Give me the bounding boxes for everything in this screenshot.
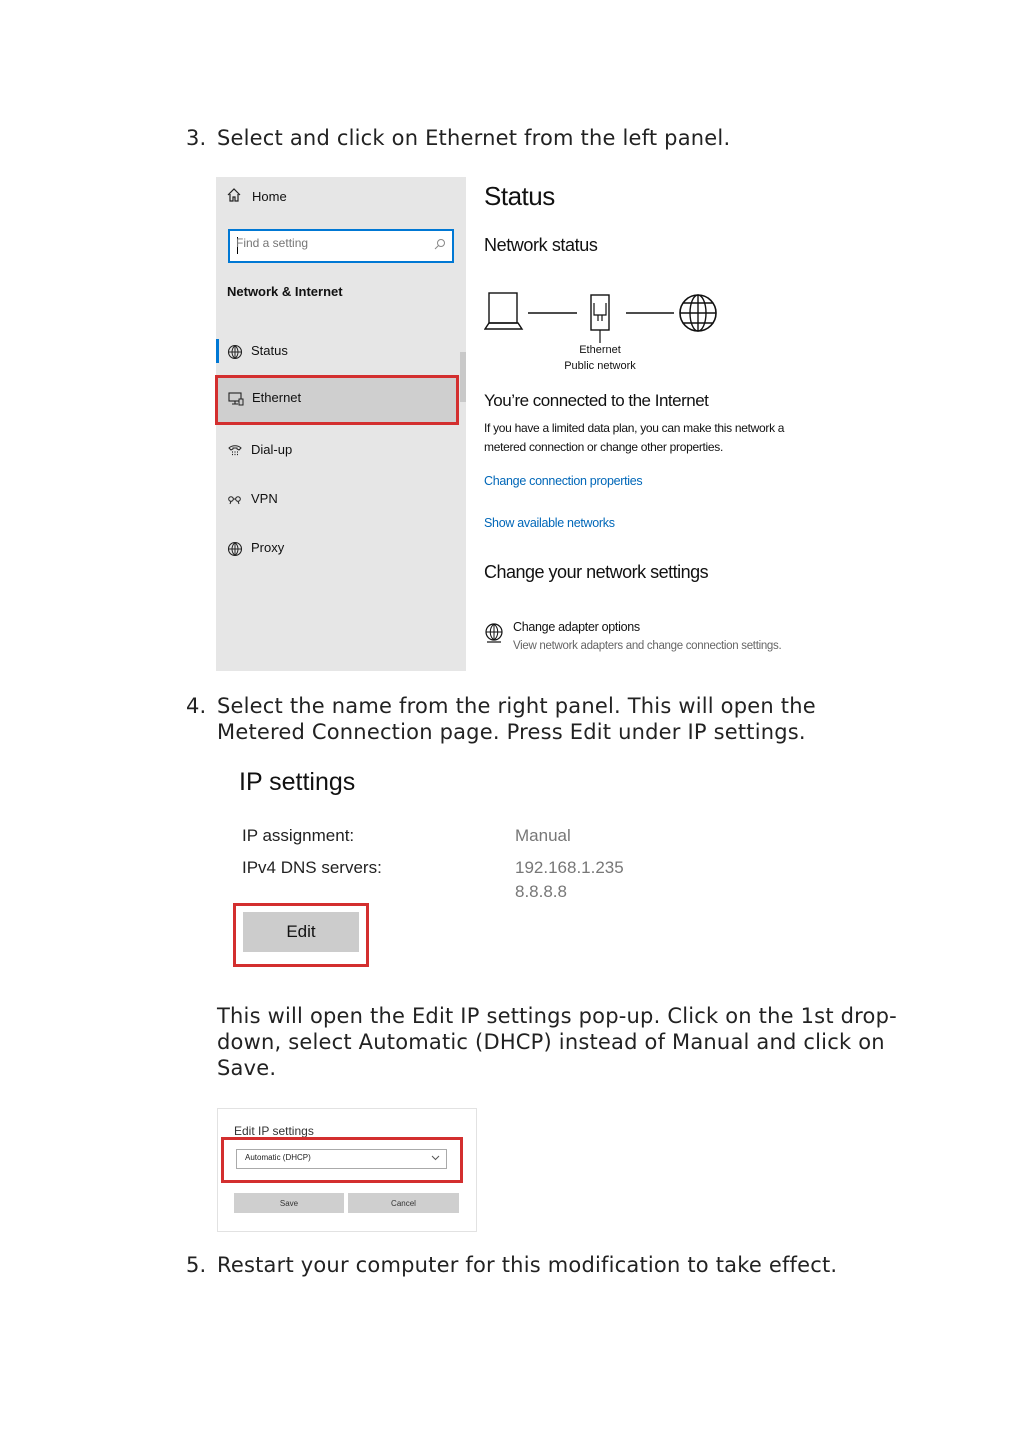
internet-globe-icon xyxy=(680,295,716,331)
phone-icon xyxy=(226,442,244,460)
settings-content xyxy=(484,177,798,671)
search-input[interactable] xyxy=(236,236,426,250)
sidebar-item-proxy[interactable] xyxy=(216,527,458,571)
dns-servers-label: IPv4 DNS servers: xyxy=(242,858,382,877)
settings-sidebar xyxy=(216,177,466,671)
step-number: 5. xyxy=(186,1253,207,1277)
dns-server-2: 8.8.8.8 xyxy=(515,882,567,901)
step-text: Restart your computer for this modification to take effect. xyxy=(217,1253,838,1277)
network-status-heading: Network status xyxy=(484,235,598,255)
step-number: 4. xyxy=(186,694,207,718)
ip-settings-title: IP settings xyxy=(239,768,356,796)
globe-network-icon xyxy=(226,343,244,361)
network-diagram xyxy=(484,287,724,343)
ip-assignment-dropdown[interactable] xyxy=(236,1149,447,1169)
dns-server-1: 192.168.1.235 xyxy=(515,858,624,877)
change-settings-heading: Change your network settings xyxy=(484,562,709,582)
dns-servers-value xyxy=(515,856,624,904)
instruction-paragraph: This will open the Edit IP settings pop-up. Click on the 1st drop-down, select Automatic (DHCP) instead of Manual and click on Save. xyxy=(217,1004,897,1080)
edit-highlight-box xyxy=(233,903,369,967)
chevron-down-icon xyxy=(431,1154,440,1162)
edit-ip-settings-screenshot xyxy=(217,1108,477,1232)
settings-screenshot xyxy=(216,177,798,671)
selection-indicator xyxy=(216,339,219,363)
show-available-networks-link[interactable]: Show available networks xyxy=(484,516,615,530)
sidebar-item-label: Dial-up xyxy=(251,442,293,457)
ethernet-monitor-icon xyxy=(227,390,245,408)
section-title: Network & Internet xyxy=(227,284,343,299)
connection-description: If you have a limited data plan, you can make this network a metered connection or change other properties. xyxy=(484,421,785,454)
scrollbar[interactable] xyxy=(460,352,466,402)
edit-button[interactable]: Edit xyxy=(243,912,359,952)
change-adapter-options-link[interactable]: Change adapter options xyxy=(513,620,640,634)
sidebar-item-status[interactable] xyxy=(216,330,458,374)
change-connection-properties-link[interactable]: Change connection properties xyxy=(484,474,643,488)
change-adapter-options-description: View network adapters and change connection settings. xyxy=(513,640,782,652)
cancel-button[interactable]: Cancel xyxy=(348,1193,459,1213)
sidebar-item-label: Ethernet xyxy=(252,390,302,405)
connection-status: You’re connected to the Internet xyxy=(484,391,709,410)
page-title: Status xyxy=(484,181,555,211)
home-label: Home xyxy=(252,189,287,204)
ethernet-port-icon xyxy=(591,295,609,343)
step-text: Select and click on Ethernet from the left panel. xyxy=(217,126,731,150)
sidebar-item-dialup[interactable] xyxy=(216,429,458,473)
ethernet-caption xyxy=(544,342,656,374)
laptop-icon xyxy=(485,293,522,329)
save-button[interactable]: Save xyxy=(234,1193,344,1213)
ip-assignment-value: Manual xyxy=(515,826,571,845)
dropdown-highlight-box xyxy=(221,1137,463,1183)
home-icon xyxy=(226,187,242,203)
search-input-box[interactable] xyxy=(228,229,454,263)
edit-ip-settings-title: Edit IP settings xyxy=(234,1124,314,1138)
ip-settings-screenshot xyxy=(222,760,692,972)
sidebar-item-label: Proxy xyxy=(251,540,285,555)
sidebar-item-label: VPN xyxy=(251,491,278,506)
ip-assignment-label: IP assignment: xyxy=(242,826,355,845)
step-number: 3. xyxy=(186,126,207,150)
step-text: Select the name from the right panel. This will open the Metered Connection page. Press Edit under IP settings. xyxy=(217,694,816,744)
vpn-icon xyxy=(226,491,244,509)
ethernet-label: Ethernet xyxy=(579,344,621,356)
adapter-globe-icon[interactable] xyxy=(484,621,504,645)
sidebar-item-label: Status xyxy=(251,343,288,358)
search-icon xyxy=(434,238,446,250)
dropdown-selected-value: Automatic (DHCP) xyxy=(245,1153,311,1162)
sidebar-item-vpn[interactable] xyxy=(216,478,458,522)
sidebar-item-ethernet[interactable] xyxy=(217,377,457,423)
network-type-label: Public network xyxy=(564,360,636,372)
globe-icon xyxy=(226,540,244,558)
